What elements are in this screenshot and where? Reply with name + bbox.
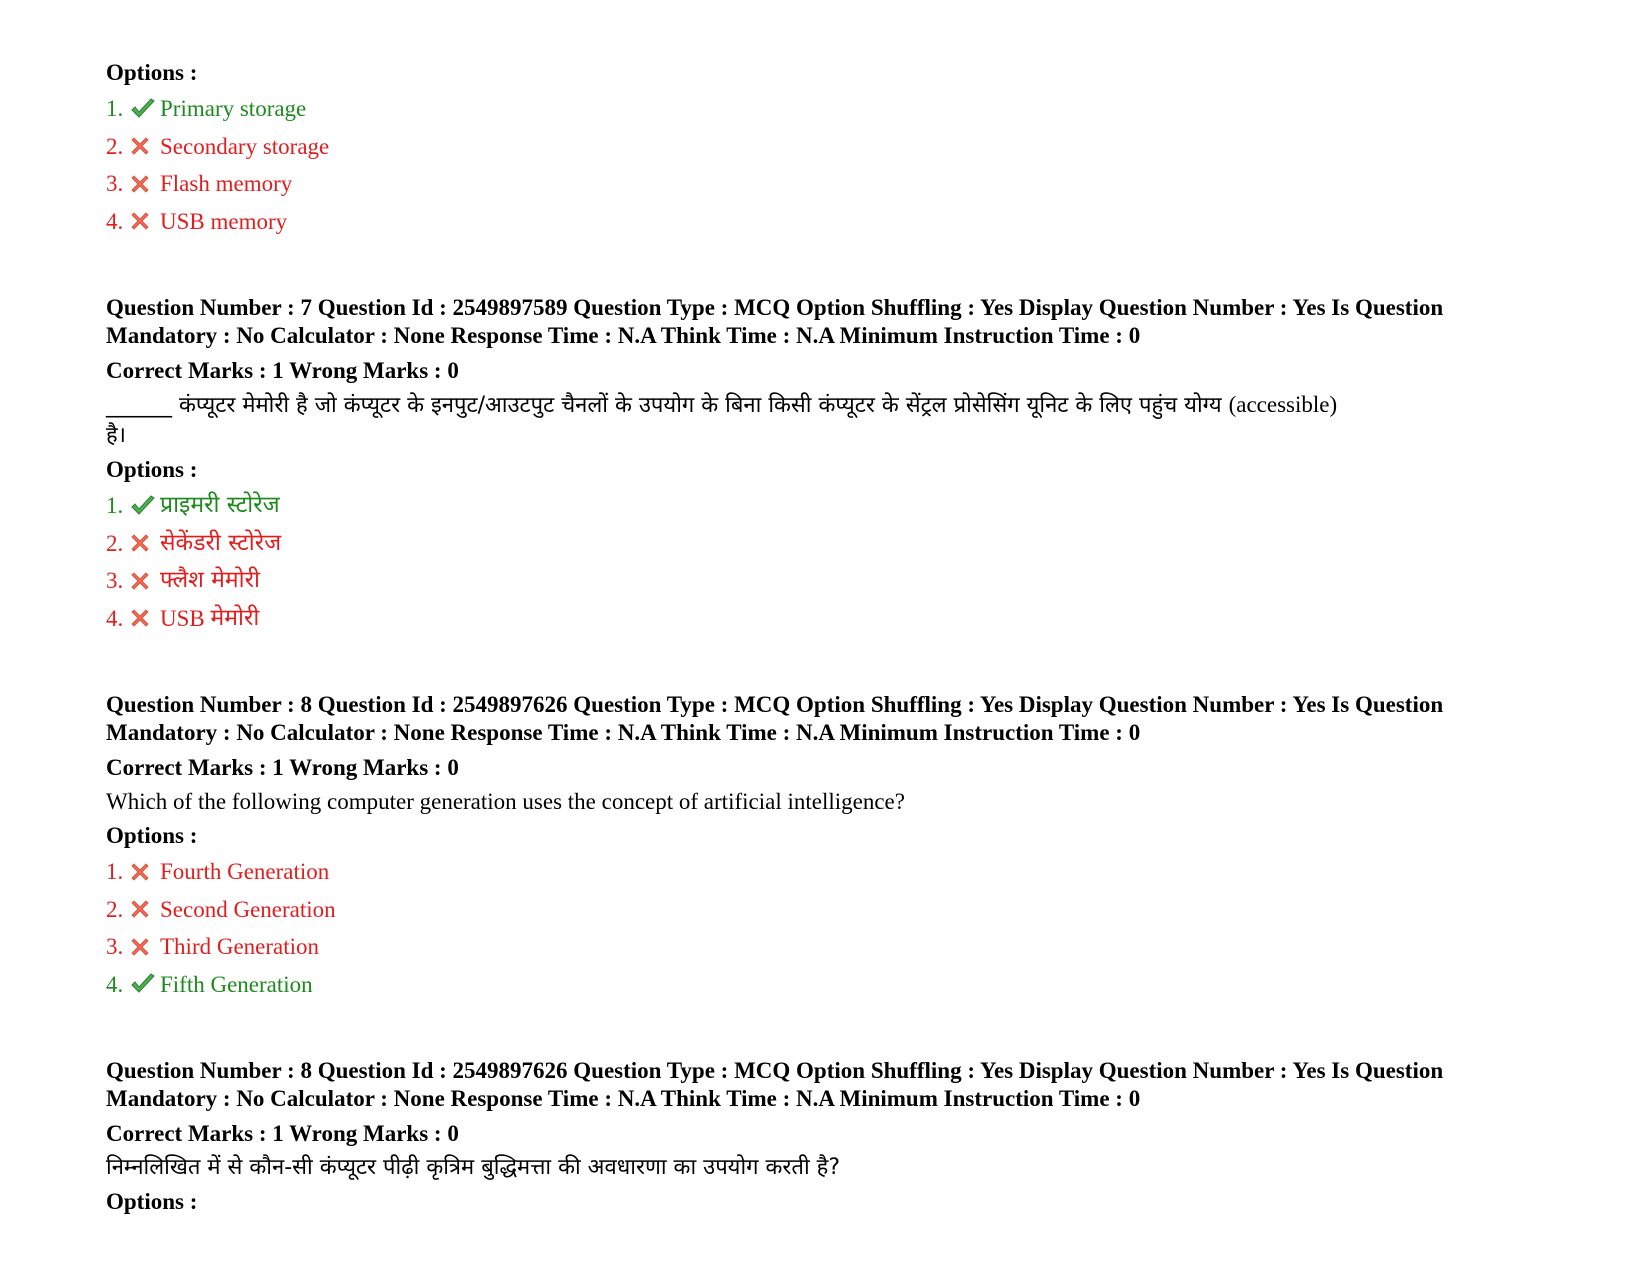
option-item xyxy=(106,891,1586,929)
option-item xyxy=(106,165,1586,203)
question-marks: Correct Marks : 1 Wrong Marks : 0 xyxy=(106,755,459,780)
option-number: 4. xyxy=(106,605,124,631)
question-meta-line: Question Number : 8 Question Id : 2549897626 Question Type : MCQ Option Shuffling : Yes Display Question Number : Yes Is Question xyxy=(106,1058,1444,1083)
option-text: Third Generation xyxy=(160,934,320,959)
cross-icon xyxy=(130,937,160,957)
option-item xyxy=(106,128,1586,166)
question-meta-line: Mandatory : No Calculator : None Response Time : N.A Think Time : N.A Minimum Instruction Time : 0 xyxy=(106,323,1141,348)
question-meta-line: Mandatory : No Calculator : None Response Time : N.A Think Time : N.A Minimum Instruction Time : 0 xyxy=(106,1086,1141,1111)
options-list xyxy=(106,487,1586,637)
option-text: Second Generation xyxy=(160,896,336,922)
cross-icon xyxy=(130,174,160,194)
question-paper xyxy=(106,58,1586,1217)
check-icon xyxy=(130,495,160,517)
cross-icon xyxy=(130,533,160,553)
question-text-hindi: ______ कंप्यूटर मेमोरी है जो कंप्यूटर के इनपुट/आउटपुट चैनलों के उपयोग के बिना किसी कंप्यूटर के सेंट्रल प्रोसेसिंग यूनिट के लिए पहुंच योग्य xyxy=(106,393,1222,418)
question-meta-line: Question Number : 8 Question Id : 2549897626 Question Type : MCQ Option Shuffling : Yes Display Question Number : Yes Is Question xyxy=(106,692,1444,717)
option-number: 2. xyxy=(106,530,124,556)
check-icon xyxy=(130,973,160,995)
option-text: Secondary storage xyxy=(160,133,330,159)
cross-icon xyxy=(130,571,160,591)
option-item xyxy=(106,90,1586,128)
option-item xyxy=(106,928,1586,966)
question-meta xyxy=(106,691,1586,747)
option-text: फ्लैश मेमोरी xyxy=(160,567,260,593)
cross-icon xyxy=(130,899,160,919)
option-text: Primary storage xyxy=(160,96,307,121)
cross-icon xyxy=(130,211,160,231)
question-meta-line: Question Number : 7 Question Id : 2549897589 Question Type : MCQ Option Shuffling : Yes Display Question Number : Yes Is Question xyxy=(106,295,1444,320)
option-number: 3. xyxy=(106,934,124,959)
option-number: 2. xyxy=(106,133,124,159)
question-text-english: (accessible) xyxy=(1228,392,1338,417)
option-item xyxy=(106,525,1586,563)
question-text xyxy=(106,390,1586,451)
question-marks: Correct Marks : 1 Wrong Marks : 0 xyxy=(106,1121,459,1146)
option-number: 4. xyxy=(106,208,124,234)
option-number: 4. xyxy=(106,971,124,997)
question-meta xyxy=(106,1057,1586,1113)
option-number: 2. xyxy=(106,896,124,922)
option-number: 1. xyxy=(106,96,124,121)
cross-icon xyxy=(130,608,160,628)
option-text: Flash memory xyxy=(160,171,293,196)
option-text: Fourth Generation xyxy=(160,859,330,884)
options-list xyxy=(106,853,1586,1003)
question-text: निम्नलिखित में से कौन-सी कंप्यूटर पीढ़ी कृत्रिम बुद्धिमत्ता की अवधारणा का उपयोग करती है? xyxy=(106,1155,841,1180)
option-text: सेकेंडरी स्टोरेज xyxy=(160,529,282,556)
option-number: 3. xyxy=(106,568,124,593)
option-item xyxy=(106,562,1586,600)
option-text: Fifth Generation xyxy=(160,971,313,997)
option-item xyxy=(106,966,1586,1004)
option-number: 1. xyxy=(106,493,124,518)
option-item xyxy=(106,487,1586,525)
question-meta xyxy=(106,294,1586,350)
option-number: 1. xyxy=(106,859,124,884)
question-text: Which of the following computer generation uses the concept of artificial intelligence? xyxy=(106,789,905,814)
check-icon xyxy=(130,98,160,120)
question-marks: Correct Marks : 1 Wrong Marks : 0 xyxy=(106,358,459,383)
option-text-english: USB xyxy=(160,605,205,631)
cross-icon xyxy=(130,862,160,882)
cross-icon xyxy=(130,136,160,156)
question-meta-line: Mandatory : No Calculator : None Response Time : N.A Think Time : N.A Minimum Instruction Time : 0 xyxy=(106,720,1141,745)
option-text: प्राइमरी स्टोरेज xyxy=(160,492,280,518)
options-heading: Options : xyxy=(106,457,198,482)
option-item xyxy=(106,203,1586,241)
options-heading: Options : xyxy=(106,823,198,848)
option-text: मेमोरी xyxy=(210,604,260,631)
option-number: 3. xyxy=(106,171,124,196)
options-heading: Options : xyxy=(106,1189,198,1214)
options-heading: Options : xyxy=(106,60,198,85)
option-item xyxy=(106,600,1586,638)
option-item xyxy=(106,853,1586,891)
question-text-hindi-end: है। xyxy=(106,423,127,448)
option-text: USB memory xyxy=(160,208,288,234)
options-list xyxy=(106,90,1586,240)
